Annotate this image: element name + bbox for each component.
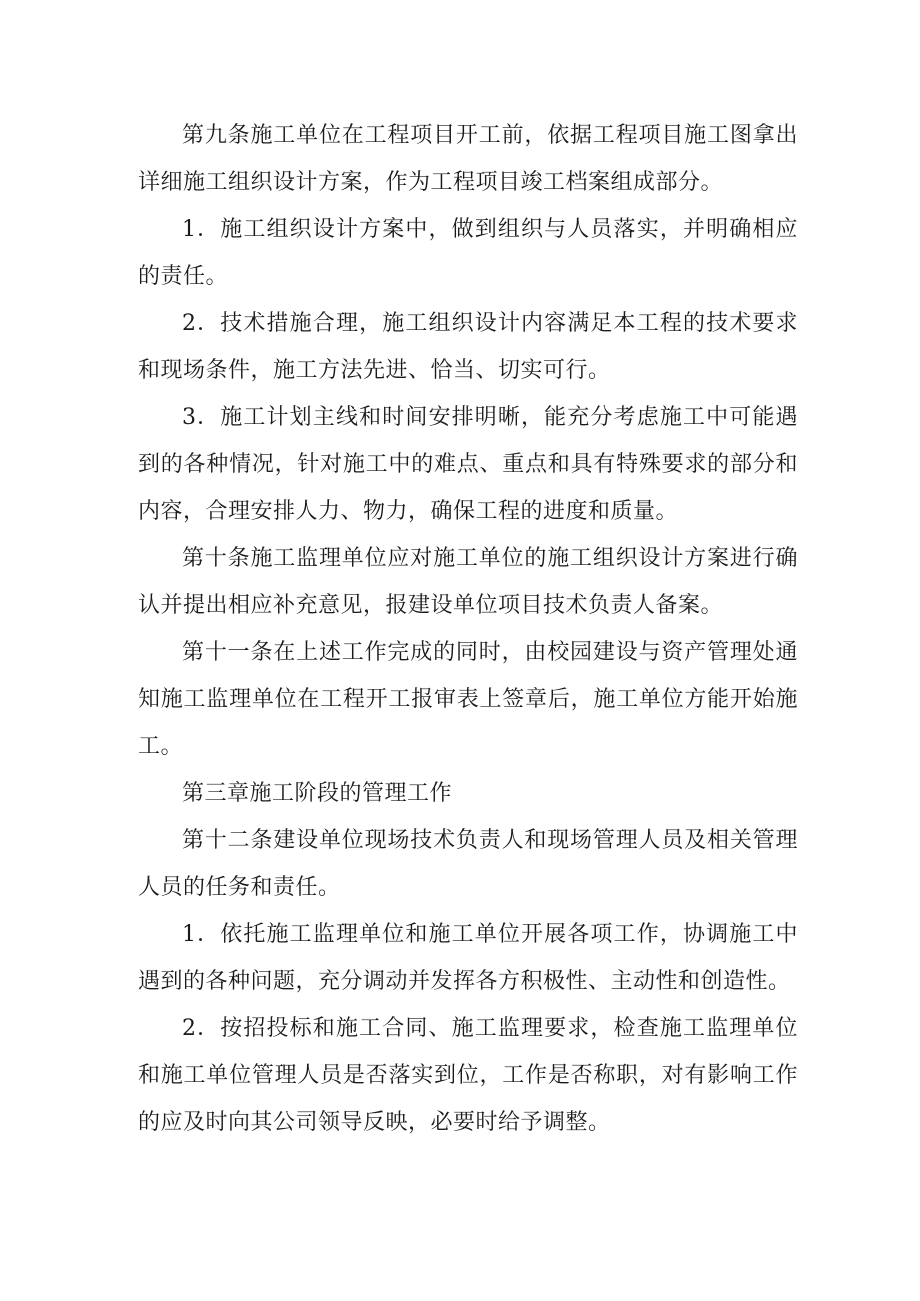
paragraph-article-10: 第十条施工监理单位应对施工单位的施工组织设计方案进行确认并提出相应补充意见，报建设单位项目技术负责人备案。 <box>138 546 798 618</box>
paragraph-article-9: 第九条施工单位在工程项目开工前，依据工程项目施工图拿出详细施工组织设计方案，作为工程项目竣工档案组成部分。 <box>138 123 798 195</box>
paragraph-item-1b: 1．依托施工监理单位和施工单位开展各项工作，协调施工中遇到的各种问题，充分调动并发挥各方积极性、主动性和创造性。 <box>138 922 798 994</box>
paragraph-item-2b: 2．按招投标和施工合同、施工监理要求，检查施工监理单位和施工单位管理人员是否落实到位，工作是否称职，对有影响工作的应及时向其公司领导反映，必要时给予调整。 <box>138 1016 798 1135</box>
paragraph-item-2: 2．技术措施合理，施工组织设计内容满足本工程的技术要求和现场条件，施工方法先进、恰当、切实可行。 <box>138 311 798 383</box>
paragraph-article-11: 第十一条在上述工作完成的同时，由校园建设与资产管理处通知施工监理单位在工程开工报审表上签章后，施工单位方能开始施工。 <box>138 640 798 759</box>
document-body <box>138 112 798 1146</box>
paragraph-item-3: 3．施工计划主线和时间安排明晰，能充分考虑施工中可能遇到的各种情况，针对施工中的难点、重点和具有特殊要求的部分和内容，合理安排人力、物力，确保工程的进度和质量。 <box>138 405 798 524</box>
paragraph-item-1: 1．施工组织设计方案中，做到组织与人员落实，并明确相应的责任。 <box>138 217 798 289</box>
chapter-heading: 第三章施工阶段的管理工作 <box>182 781 453 806</box>
paragraph-article-12: 第十二条建设单位现场技术负责人和现场管理人员及相关管理人员的任务和责任。 <box>138 828 798 900</box>
